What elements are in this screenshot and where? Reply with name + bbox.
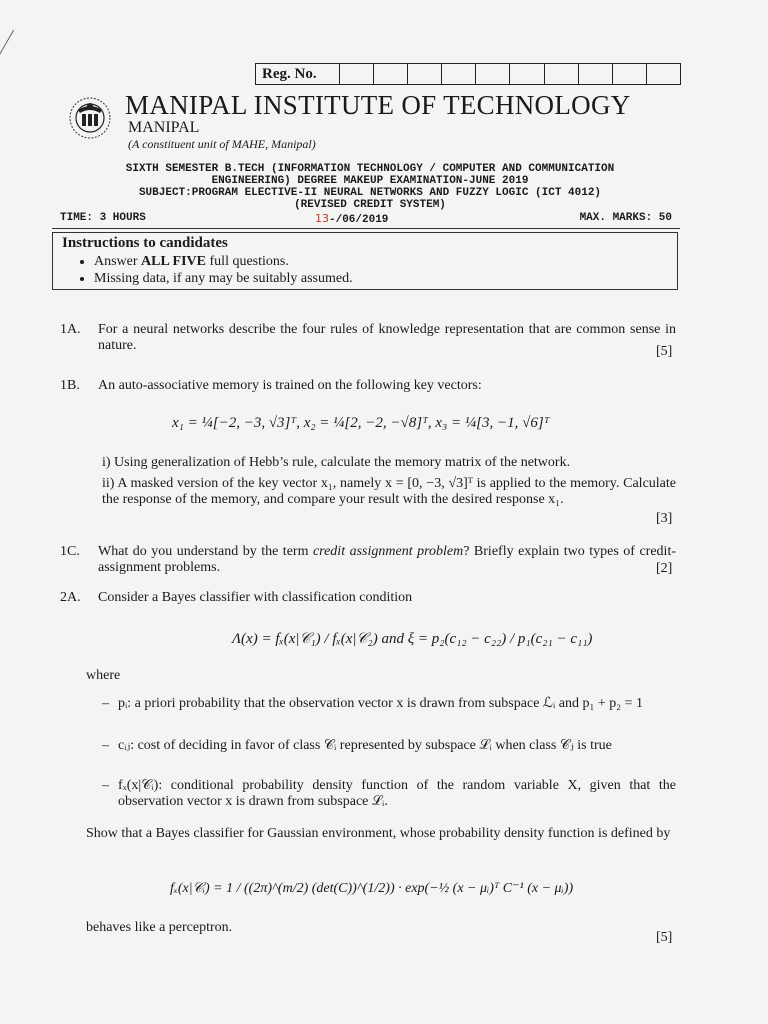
definition-item [102,738,676,772]
reg-no-box [255,63,681,85]
exam-date-rest: -/06/2019 [329,214,389,226]
exam-header-line: SUBJECT:PROGRAM ELECTIVE-II NEURAL NETWORKS AND FUZZY LOGIC (ICT 4012) [138,187,602,199]
definition-text: pᵢ: a priori probability that the observation vector x is drawn from subspace ℒᵢ and p₁ + p₂ = 1 [118,696,644,711]
question-1b [60,378,676,396]
institute-name: MANIPAL INSTITUTE OF TECHNOLOGY [125,90,631,120]
scan-artifact-line [0,30,36,62]
reg-no-cell [510,64,544,84]
question-number: 1A. [60,322,81,337]
question-text-part: What do you understand by the term [98,544,313,559]
question-1c [60,544,676,578]
instruction-text: Answer [94,254,142,269]
instruction-emphasis: ALL FIVE [141,254,207,269]
reg-no-cell [442,64,476,84]
question-text: behaves like a perceptron. [86,920,233,935]
definition-item [102,778,676,812]
definition-text: cᵢⱼ: cost of deciding in favor of class 𝒞ᵢ represented by subspace ℒᵢ when class 𝒞ⱼ is true [118,738,612,753]
question-text: For a neural networks describe the four rules of knowledge representation that are common sense in nature. [98,322,676,353]
reg-no-cell [545,64,579,84]
exam-meta-row [60,212,672,226]
question-text-emphasis: credit assignment problem [312,544,464,559]
reg-no-cell [374,64,408,84]
question-text: Show that a Bayes classifier for Gaussian environment, whose probability density function is defined by [86,826,671,841]
institute-city: MANIPAL [128,119,200,136]
question-number: 2A. [60,590,81,605]
question-text: An auto-associative memory is trained on the following key vectors: [98,378,482,393]
exam-header [60,163,680,211]
exam-time: TIME: 3 HOURS [60,212,146,224]
question-part: i) Using generalization of Hebb’s rule, calculate the memory matrix of the network. [102,455,571,470]
reg-no-cell [613,64,647,84]
gaussian-pdf-formula: fₓ(x|𝒞ᵢ) = 1 / ((2π)^(m/2) (det(C))^(1/2)) · exp(−½ (x − μᵢ)ᵀ C⁻¹ (x − μᵢ)) [170,881,574,896]
exam-header-line: ENGINEERING) DEGREE MAKEUP EXAMINATION-JUNE 2019 [211,175,529,187]
exam-date-handwritten-day: 13 [315,212,329,225]
question-1a [60,322,676,356]
instruction-item: • Missing data, if any may be suitably assumed. [94,270,668,287]
instructions-box [52,232,678,290]
question-text: Consider a Bayes classifier with classification condition [98,590,413,605]
exam-header-line: SIXTH SEMESTER B.TECH (INFORMATION TECHNOLOGY / COMPUTER AND COMMUNICATION [125,163,615,175]
dash-bullet: – [102,696,109,711]
question-text-part: ? Briefly explain two types of credit-assignment problems. [98,544,676,575]
bayes-condition-formula: Λ(x) = fₓ(x|𝒞₁) / fₓ(x|𝒞₂) and ξ = p₂(c₁₂ − c₂₂) / p₁(c₂₁ − c₁₁) [232,631,593,647]
reg-no-cell [340,64,374,84]
reg-no-cell [476,64,510,84]
reg-no-cell [647,64,680,84]
reg-no-label: Reg. No. [256,64,340,84]
instruction-text: full questions. [206,254,289,269]
question-text [98,544,676,576]
exam-header-line: (REVISED CREDIT SYSTEM) [294,199,446,211]
dash-bullet: – [102,778,109,793]
reg-no-cell [408,64,442,84]
question-number: 1C. [60,544,80,559]
where-label: where [86,668,121,683]
definition-text: fₓ(x|𝒞ᵢ): conditional probability density function of the random variable X, given that the observation vector x is drawn from subspace ℒᵢ. [118,778,676,809]
question-marks: [5] [656,344,673,359]
question-marks: [5] [656,930,673,945]
exam-max-marks: MAX. MARKS: 50 [579,212,672,224]
key-vectors-formula: x₁ = ¼[−2, −3, √3]ᵀ, x₂ = ¼[2, −2, −√8]ᵀ, x₃ = ¼[3, −1, √6]ᵀ [172,415,550,431]
institute-logo-icon [62,92,118,142]
reg-no-cell [579,64,613,84]
instructions-list [62,253,668,287]
question-marks: [2] [656,561,673,576]
header-divider [52,228,680,229]
instruction-item [94,253,668,270]
question-number: 1B. [60,378,80,393]
institute-subtitle: (A constituent unit of MAHE, Manipal) [128,137,316,151]
question-2a [60,590,676,608]
question-part: ii) A masked version of the key vector x₁, namely x = [0, −3, √3]ᵀ is applied to the memory. Calculate the response of the memory, and compare your result with the desired response x₁. [102,476,676,507]
question-marks: [3] [656,511,673,526]
instructions-title: Instructions to candidates [62,235,228,251]
exam-date [315,212,388,226]
definition-item [102,696,676,730]
dash-bullet: – [102,738,109,753]
